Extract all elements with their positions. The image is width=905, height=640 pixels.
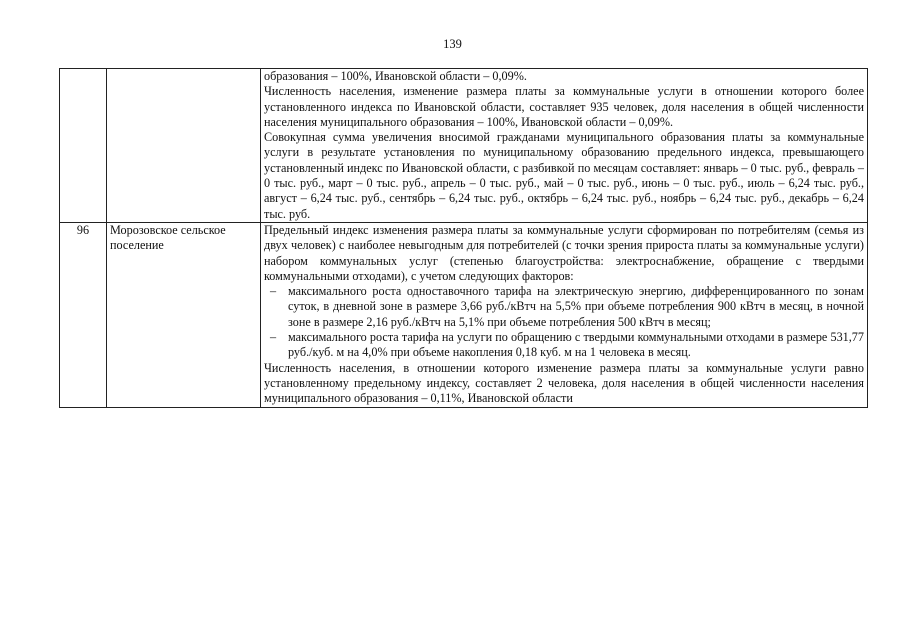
row-number-cell: 96	[60, 222, 107, 407]
paragraph: Численность населения, изменение размера платы за коммунальные услуги в отношении которого более установленного индекса по Ивановской области, составляет 935 человек, доля населения в общей численности населения муниципального образования – 100%, Ивановской области – 0,09%.	[264, 84, 864, 129]
list-item	[264, 284, 864, 330]
list-item-text: максимального роста тарифа на услуги по обращению с твердыми коммунальными отходами в размере 531,77 руб./куб. м на 4,0% при объеме накопления 0,18 куб. м на 1 человека в месяц.	[288, 330, 864, 360]
municipality-name-cell: Морозовское сельское поселение	[107, 222, 261, 407]
description-cell	[261, 222, 868, 407]
list-item-text: максимального роста одноставочного тарифа на электрическую энергию, дифференцированного по зонам суток, в дневной зоне в размере 3,66 руб./кВтч на 5,5% при объеме потребления 900 кВтч в месяц, в ночной зоне в размере 2,16 руб./кВтч на 5,1% при объеме потребления 500 кВтч в месяц;	[288, 284, 864, 329]
paragraph: Предельный индекс изменения размера платы за коммунальные услуги сформирован по потребителям (семья из двух человек) с наиболее невыгодным для потребителей (с точки зрения прироста платы за коммунальные услуги) набором коммунальных услуг (степенью благоустройства: электроснабжение, обращение с твердыми коммунальными отходами), с учетом следующих факторов:	[264, 222, 864, 283]
factor-list	[264, 284, 864, 360]
table-row	[60, 69, 868, 223]
dash-bullet: –	[270, 284, 277, 299]
paragraph: Численность населения, в отношении которого изменение размера платы за коммунальные услуги равно установленному предельному индексу, составляет 2 человека, доля населения в общей численности населения муниципального образования – 0,11%, Ивановской области	[264, 360, 864, 406]
paragraph: Совокупная сумма увеличения вносимой гражданами муниципального образования платы за коммунальные услуги в результате установления по муниципальному образованию предельного индекса, превышающего установленный индекс по Ивановской области, с разбивкой по месяцам составляет: январь – 0 тыс. руб., февраль – 0 тыс. руб., март – 0 тыс. руб., апрель – 0 тыс. руб., май – 0 тыс. руб., июнь – 0 тыс. руб., июль – 6,24 тыс. руб., август – 6,24 тыс. руб., сентябрь – 6,24 тыс. руб., октябрь – 6,24 тыс. руб., ноябрь – 6,24 тыс. руб., декабрь – 6,24 тыс. руб.	[264, 130, 864, 221]
list-item	[264, 330, 864, 361]
page-number: 139	[443, 37, 462, 51]
row-number-cell	[60, 69, 107, 223]
municipality-name-cell	[107, 69, 261, 223]
table-row	[60, 222, 868, 407]
dash-bullet: –	[270, 330, 277, 345]
municipal-index-table	[59, 68, 868, 408]
description-cell	[261, 69, 868, 223]
paragraph: образования – 100%, Ивановской области – 0,09%.	[264, 69, 527, 83]
